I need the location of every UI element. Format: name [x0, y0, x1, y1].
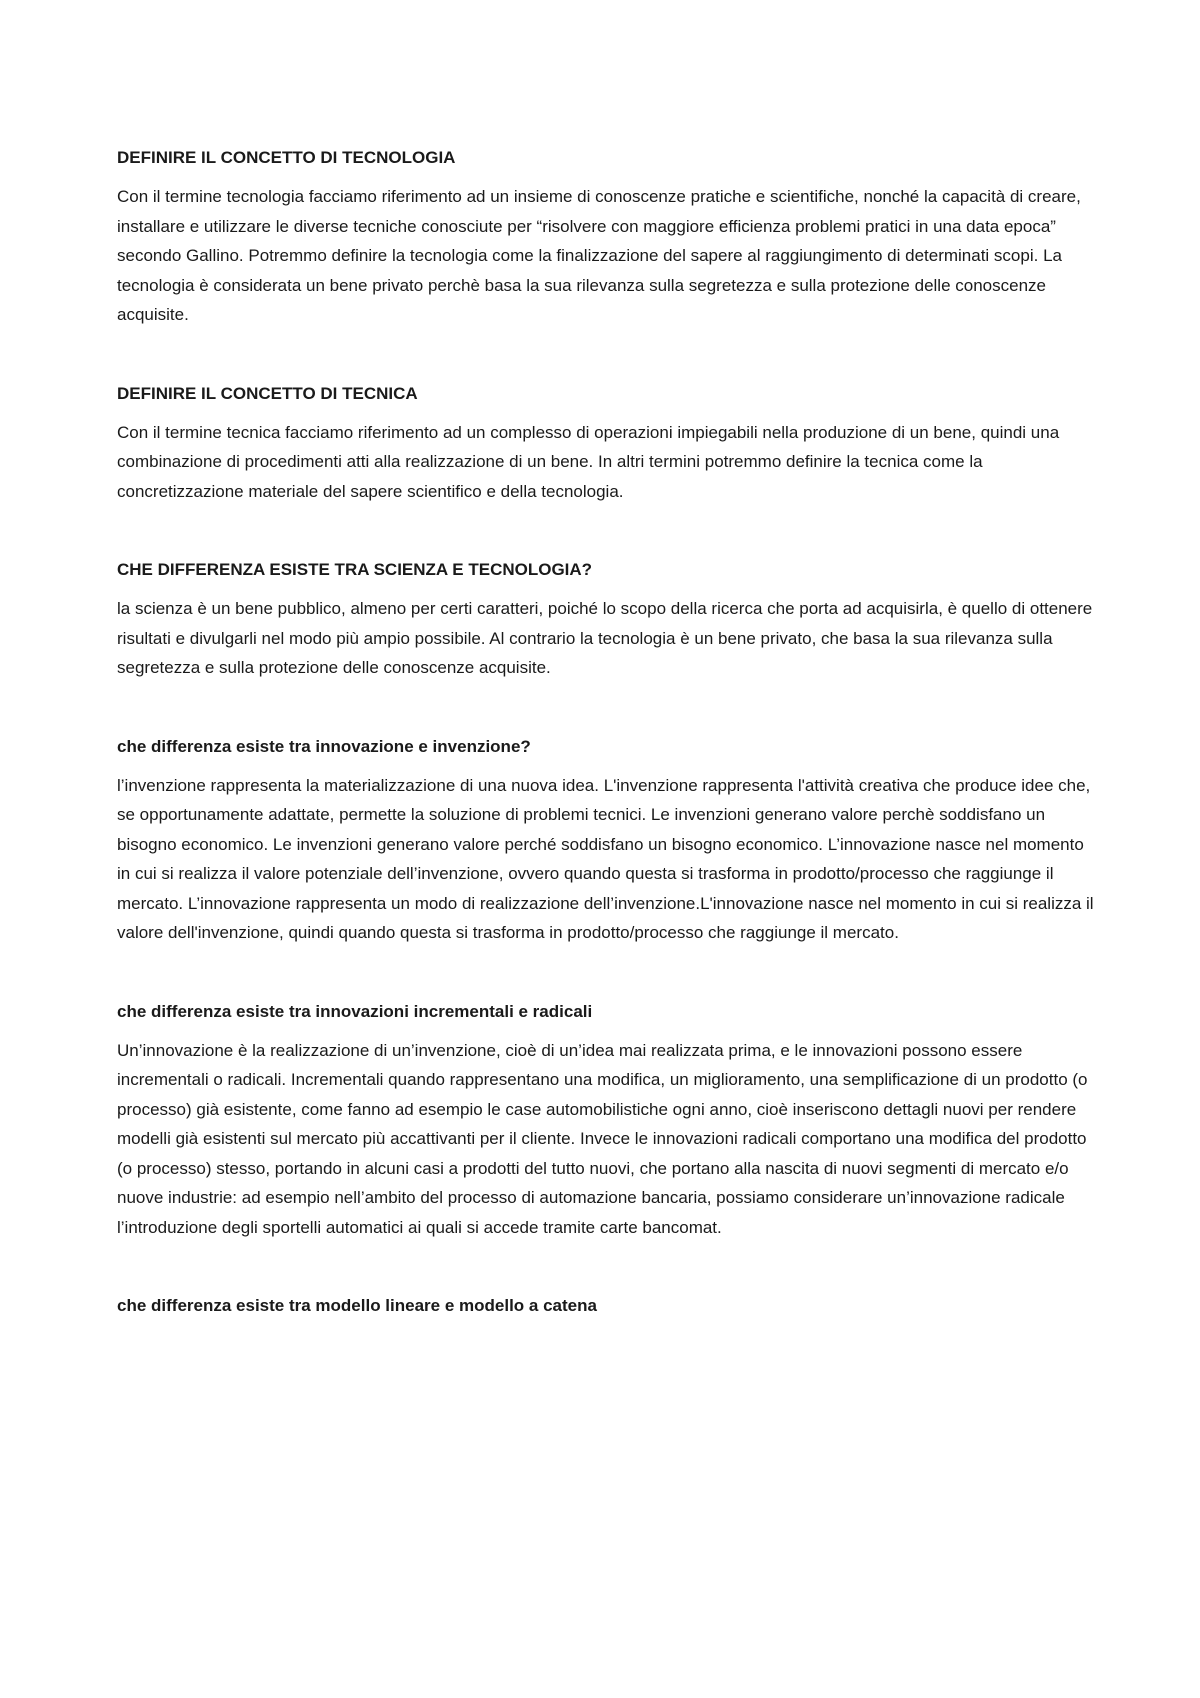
section-innovazione-invenzione — [117, 735, 1097, 948]
section-paragraph: la scienza è un bene pubblico, almeno per certi caratteri, poiché lo scopo della ricerca che porta ad acquisirla, è quello di ottenere risultati e divulgarli nel modo più ampio possibile. Al contrario la tecnologia è un bene privato, che basa la sua rilevanza sulla segretezza e sulla protezione delle conoscenze acquisite. — [117, 599, 1093, 677]
section-heading: DEFINIRE IL CONCETTO DI TECNOLOGIA — [117, 148, 456, 167]
section-heading: DEFINIRE IL CONCETTO DI TECNICA — [117, 383, 418, 403]
document-body — [117, 146, 1097, 1330]
section-scienza-tecnologia — [117, 558, 1097, 683]
section-paragraph: l’invenzione rappresenta la materializzazione di una nuova idea. L'invenzione rappresenta l'attività creativa che produce idee che, se opportunamente adattate, permette la soluzione di problemi tecnici. Le invenzioni generano valore perchè soddisfano un bisogno economico. Le invenzioni generano valore perché soddisfano un bisogno economico. L’innovazione nasce nel momento in cui si realizza il valore potenziale dell’invenzione, ovvero quando questa si trasforma in prodotto/processo che raggiunge il mercato. L’innovazione rappresenta un modo di realizzazione dell’invenzione.L'innovazione nasce nel momento in cui si realizza il valore dell'invenzione, quindi quando questa si trasforma in prodotto/processo che raggiunge il mercato. — [117, 775, 1094, 942]
section-modello-lineare-catena — [117, 1294, 1097, 1318]
section-tecnica — [117, 382, 1097, 507]
section-incrementali-radicali — [117, 1000, 1097, 1243]
section-paragraph: Con il termine tecnica facciamo riferimento ad un complesso di operazioni impiegabili nella produzione di un bene, quindi una combinazione di procedimenti atti alla realizzazione di un bene. In altri termini potremmo definire la tecnica come la concretizzazione materiale del sapere scientifico e della tecnologia. — [117, 422, 1060, 501]
section-heading: che differenza esiste tra innovazioni incrementali e radicali — [117, 1001, 593, 1021]
section-heading: che differenza esiste tra modello lineare e modello a catena — [117, 1296, 597, 1315]
section-heading: CHE DIFFERENZA ESISTE TRA SCIENZA E TECNOLOGIA? — [117, 560, 593, 579]
section-paragraph: Un’innovazione è la realizzazione di un’invenzione, cioè di un’idea mai realizzata prima, e le innovazioni possono essere incrementali o radicali. Incrementali quando rappresentano una modifica, un miglioramento, una semplificazione di un prodotto (o processo) già esistente, come fanno ad esempio le case automobilistiche ogni anno, cioè inseriscono dettagli nuovi per rendere modelli già esistenti sul mercato più accattivanti per il cliente. Invece le innovazioni radicali comportano una modifica del prodotto (o processo) stesso, portando in alcuni casi a prodotti del tutto nuovi, che portano alla nascita di nuovi segmenti di mercato e/o nuove industrie: ad esempio nell’ambito del processo di automazione bancaria, possiamo considerare un’innovazione radicale l’introduzione degli sportelli automatici ai quali si accede tramite carte bancomat. — [117, 1040, 1088, 1237]
section-paragraph: Con il termine tecnologia facciamo riferimento ad un insieme di conoscenze pratiche e scientifiche, nonché la capacità di creare, installare e utilizzare le diverse tecniche conosciute per “risolvere con maggiore efficienza problemi pratici in una data epoca” secondo Gallino. Potremmo definire la tecnologia come la finalizzazione del sapere al raggiungimento di determinati scopi. La tecnologia è considerata un bene privato perchè basa la sua rilevanza sulla segretezza e sulla protezione delle conoscenze acquisite. — [117, 187, 1081, 324]
section-tecnologia — [117, 146, 1097, 330]
section-heading: che differenza esiste tra innovazione e invenzione? — [117, 736, 531, 756]
